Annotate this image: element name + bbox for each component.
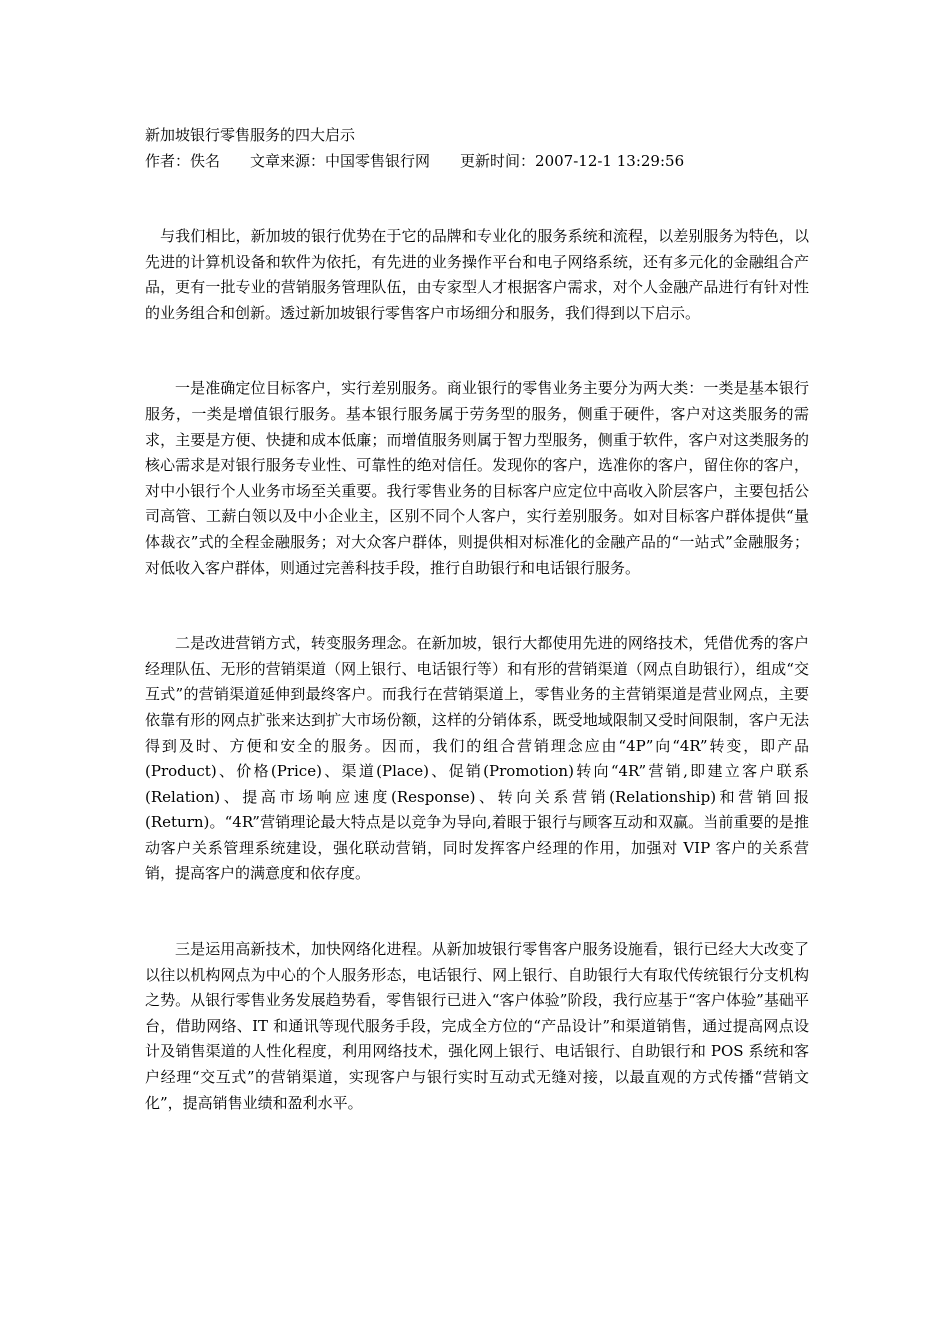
paragraph-point-3: 三是运用高新技术，加快网络化进程。从新加坡银行零售客户服务设施看，银行已经大大改变了以往以机构网点为中心的个人服务形态，电话银行、网上银行、自助银行大有取代传统银行分支机构之势。从银行零售业务发展趋势看，零售银行已进入“客户体验”阶段，我行应基于“客户体验”基础平台，借助网络、IT 和通讯等现代服务手段，完成全方位的“产品设计”和渠道销售，通过提高网点设计及销售渠道的人性化程度，利用网络技术，强化网上银行、电话银行、自助银行和 POS 系统和客户经理“交互式”的营销渠道，实现客户与银行实时互动式无缝对接，以最直观的方式传播“营销文化”，提高销售业绩和盈利水平。 bbox=[145, 940, 809, 1112]
article-author: 作者：佚名 bbox=[145, 152, 221, 170]
article-title: 新加坡银行零售服务的四大启示 bbox=[145, 126, 356, 144]
article-meta bbox=[145, 148, 809, 174]
paragraph-intro: 与我们相比，新加坡的银行优势在于它的品牌和专业化的服务系统和流程，以差别服务为特色，以先进的计算机设备和软件为依托，有先进的业务操作平台和电子网络系统，还有多元化的金融组合产品，更有一批专业的营销服务管理队伍，由专家型人才根据客户需求，对个人金融产品进行有针对性的业务组合和创新。透过新加坡银行零售客户市场细分和服务，我们得到以下启示。 bbox=[145, 227, 809, 322]
document-page bbox=[145, 122, 809, 1116]
article-source: 文章来源：中国零售银行网 bbox=[250, 152, 431, 170]
paragraph-point-2: 二是改进营销方式，转变服务理念。在新加坡，银行大都使用先进的网络技术，凭借优秀的客户经理队伍、无形的营销渠道（网上银行、电话银行等）和有形的营销渠道（网点自助银行），组成“交互式”的营销渠道延伸到最终客户。而我行在营销渠道上，零售业务的主营销渠道是营业网点，主要依靠有形的网点扩张来达到扩大市场份额，这样的分销体系，既受地域限制又受时间限制，客户无法得到及时、方便和安全的服务。因而，我们的组合营销理念应由“4P”向“4R”转变，即产品(Product)、价格(Price)、渠道(Place)、促销(Promotion)转向“4R”营销,即建立客户联系 (Relation)、提高市场响应速度(Response)、转向关系营销(Relationship)和营销回报(Return)。“4R”营销理论最大特点是以竞争为导向,着眼于银行与顾客互动和双赢。当前重要的是推动客户关系管理系统建设，强化联动营销，同时发挥客户经理的作用，加强对 VIP 客户的关系营销，提高客户的满意度和依存度。 bbox=[145, 634, 809, 883]
article-updated: 更新时间：2007-12-1 13:29:56 bbox=[460, 152, 685, 170]
paragraph-point-1: 一是准确定位目标客户，实行差别服务。商业银行的零售业务主要分为两大类：一类是基本银行服务，一类是增值银行服务。基本银行服务属于劳务型的服务，侧重于硬件，客户对这类服务的需求，主要是方便、快捷和成本低廉；而增值服务则属于智力型服务，侧重于软件，客户对这类服务的核心需求是对银行服务专业性、可靠性的绝对信任。发现你的客户，选准你的客户，留住你的客户，对中小银行个人业务市场至关重要。我行零售业务的目标客户应定位中高收入阶层客户，主要包括公司高管、工薪白领以及中小企业主，区别不同个人客户，实行差别服务。如对目标客户群体提供“量体裁衣”式的全程金融服务；对大众客户群体，则提供相对标准化的金融产品的“一站式”金融服务；对低收入客户群体，则通过完善科技手段，推行自助银行和电话银行服务。 bbox=[145, 379, 809, 577]
